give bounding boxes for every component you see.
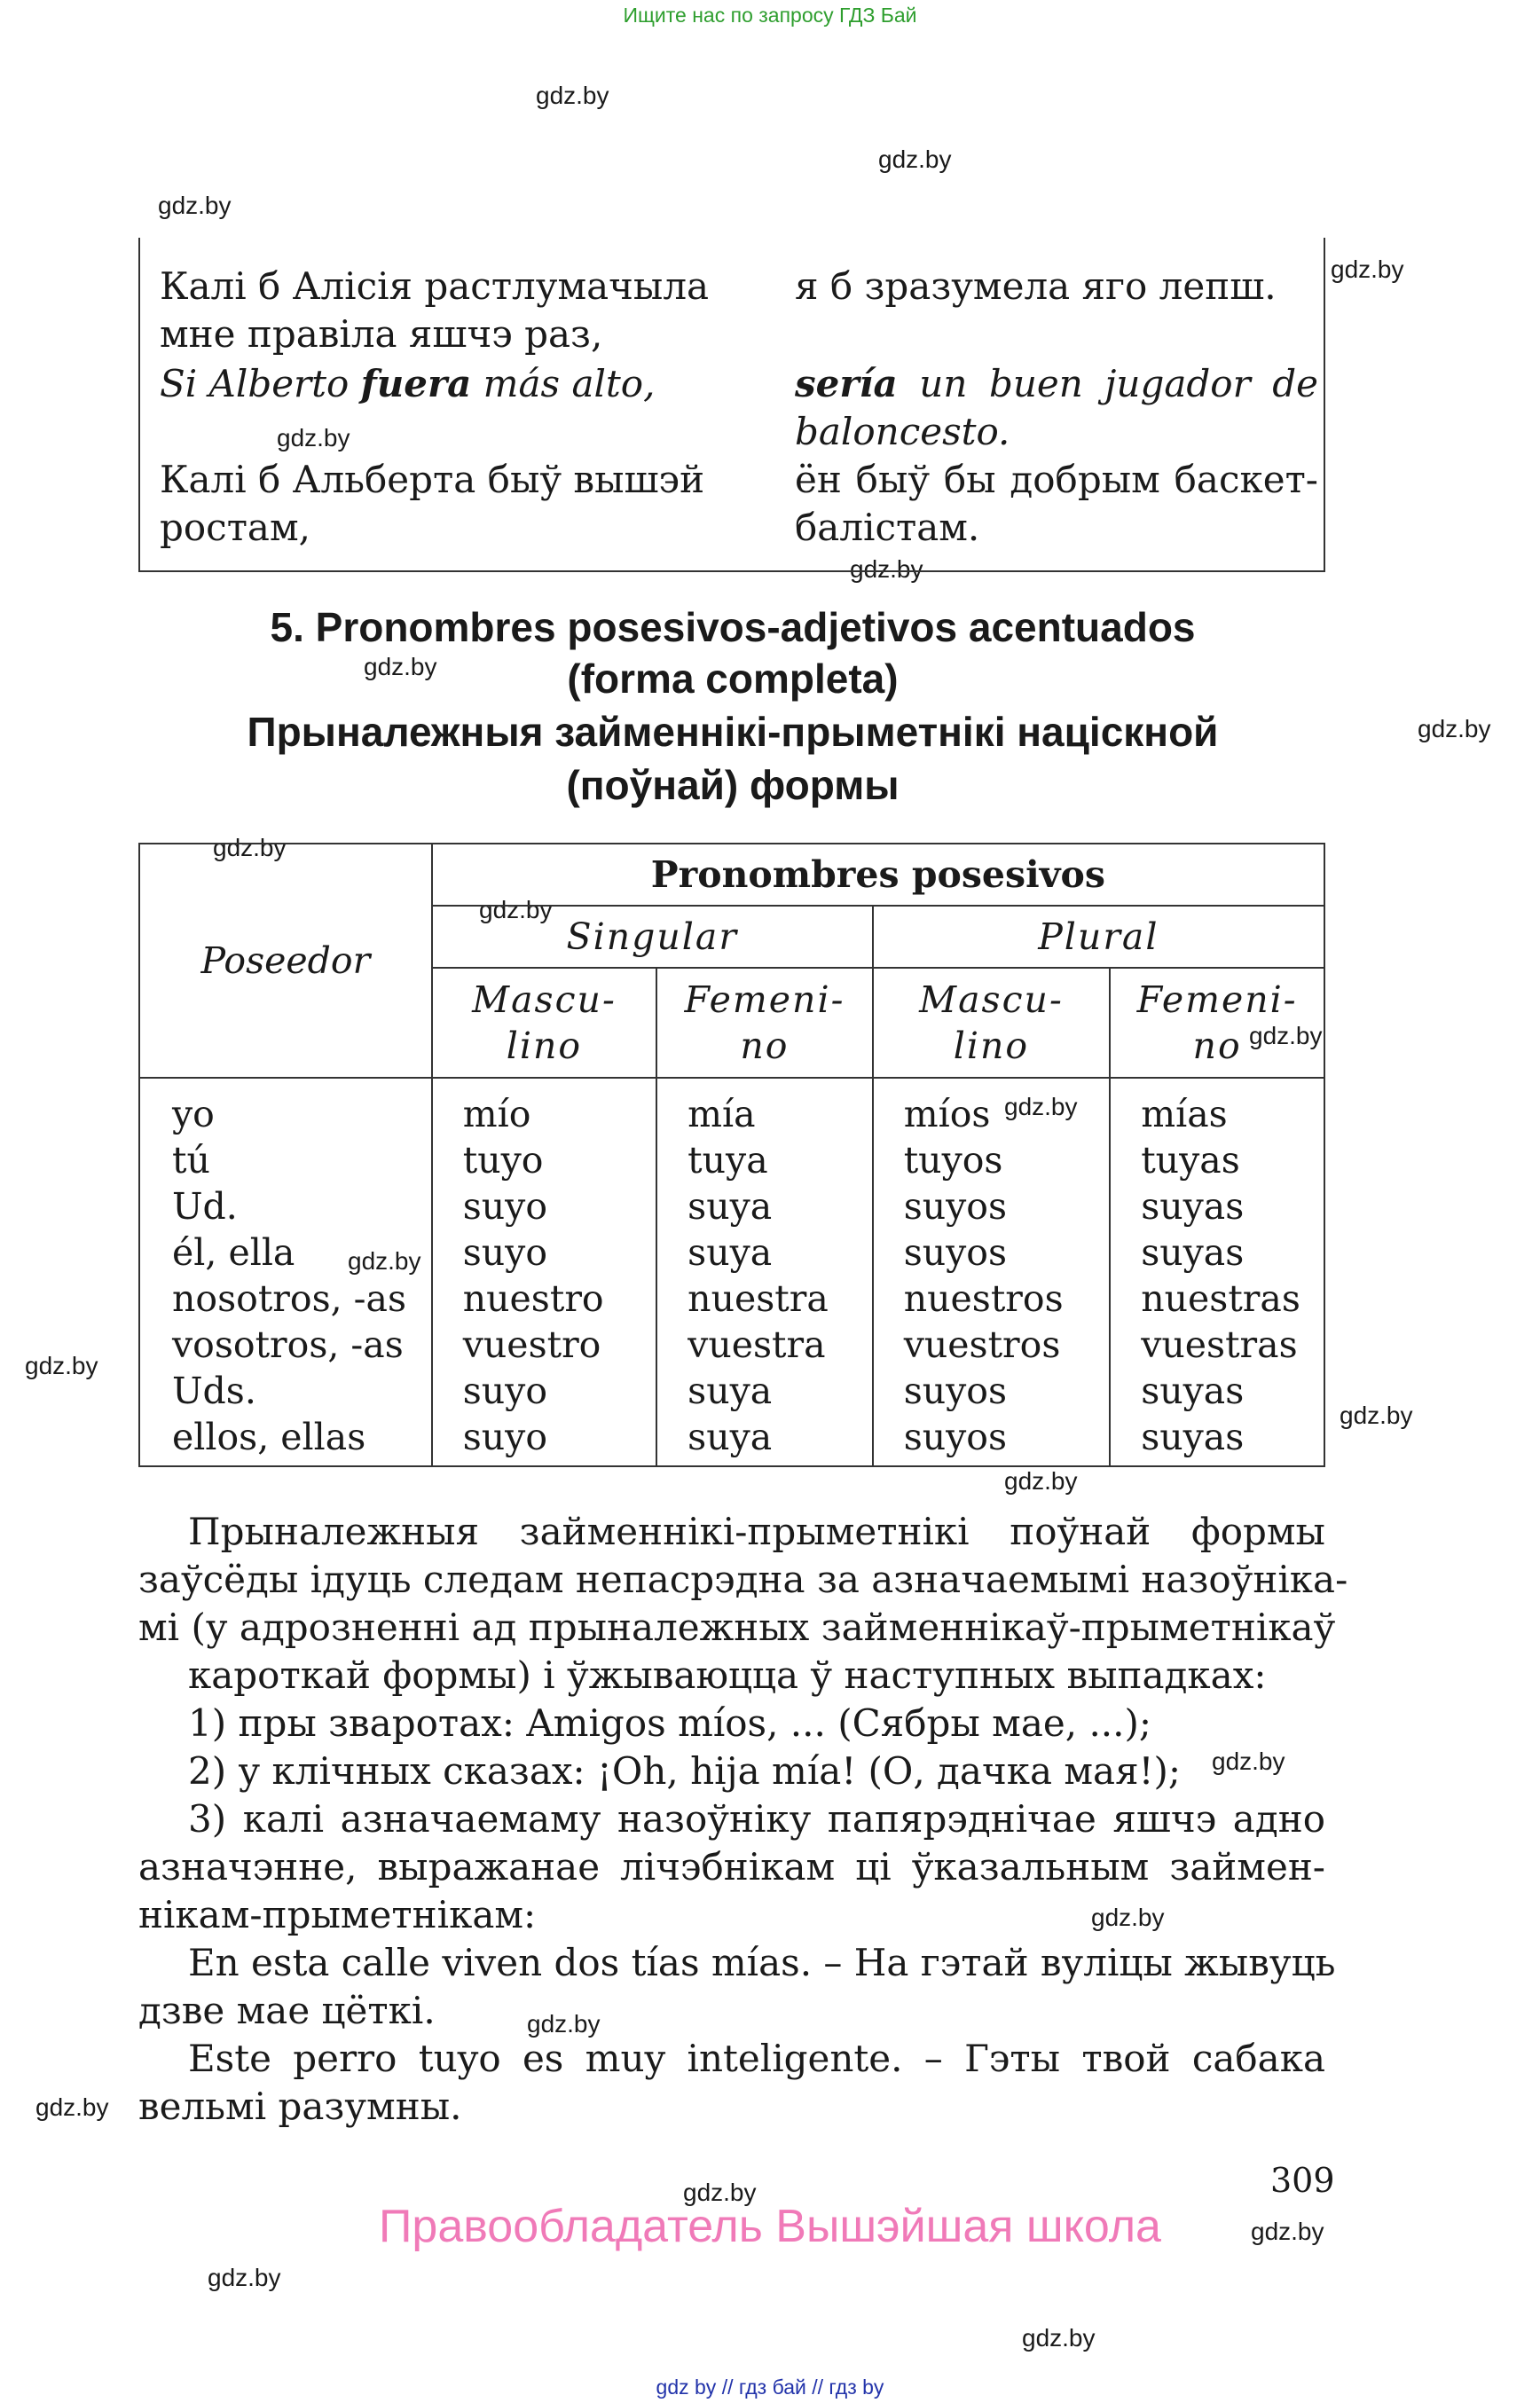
table-cell: tuya bbox=[688, 1139, 768, 1182]
bottom-links[interactable]: gdz by // гдз бай // гдз by bbox=[656, 2376, 884, 2399]
watermark: gdz.by bbox=[348, 1247, 421, 1275]
table-cell: mías bbox=[1141, 1093, 1228, 1135]
text-line: заўсёды ідуць следам непасрэдна за азначаемымі назоўніка- bbox=[138, 1558, 1348, 1601]
singular-header: Singular bbox=[432, 906, 873, 968]
table-cell: vuestros bbox=[903, 1323, 1061, 1366]
text-line: Прыналежныя займеннікі-прыметнікі поўнай формы bbox=[188, 1510, 1325, 1553]
table-cell: nuestro bbox=[462, 1277, 604, 1320]
section-title-es: (forma completa) bbox=[567, 656, 899, 702]
watermark: gdz.by bbox=[878, 145, 952, 173]
example-text: балістам. bbox=[795, 506, 980, 549]
list-item: 2) у клічных сказах: ¡Oh, hija mía! (О, дачка мая!); bbox=[188, 1749, 1181, 1793]
table-cell: suyas bbox=[1141, 1416, 1245, 1458]
singular-femenino-column bbox=[656, 1078, 873, 1466]
table-cell: suyas bbox=[1141, 1231, 1245, 1274]
table-cell: vuestra bbox=[688, 1323, 826, 1366]
table-cell: suyo bbox=[462, 1416, 548, 1458]
copyright-holder: Правообладатель Вышэйшая школа bbox=[379, 2201, 1161, 2252]
watermark: gdz.by bbox=[1004, 1093, 1078, 1120]
watermark: gdz.by bbox=[1340, 1402, 1413, 1429]
table-cell: tuyo bbox=[462, 1139, 544, 1182]
table-cell: tú bbox=[172, 1139, 210, 1182]
text-line: азначэнне, выражанае лічэбнікам ці ўказальным займен- bbox=[138, 1845, 1325, 1889]
watermark: gdz.by bbox=[364, 653, 437, 680]
section-title-es: 5. Pronombres posesivos-adjetivos acentuados bbox=[270, 604, 1196, 650]
poseedor-header: Poseedor bbox=[139, 844, 432, 1078]
table-cell: suyas bbox=[1141, 1370, 1245, 1412]
watermark: gdz.by bbox=[683, 2179, 757, 2206]
table-cell: suya bbox=[688, 1416, 773, 1458]
watermark: gdz.by bbox=[1091, 1904, 1165, 1931]
table-cell: suyos bbox=[903, 1231, 1008, 1274]
table-cell: suyo bbox=[462, 1185, 548, 1228]
table-cell: tuyas bbox=[1141, 1139, 1240, 1182]
watermark: gdz.by bbox=[1331, 255, 1404, 283]
top-banner: Ищите нас по запросу ГДЗ Бай bbox=[623, 4, 917, 27]
table-cell: suya bbox=[688, 1370, 773, 1412]
table-cell: suyos bbox=[903, 1370, 1008, 1412]
text-line: кароткай формы) і ўжываюцца ў наступных выпадках: bbox=[188, 1653, 1267, 1697]
table-cell: mía bbox=[688, 1093, 756, 1135]
example-text: sería un buen jugador de bbox=[795, 362, 1318, 405]
table-cell: nuestra bbox=[688, 1277, 829, 1320]
table-cell: mío bbox=[462, 1093, 531, 1135]
watermark: gdz.by bbox=[277, 424, 350, 452]
table-cell: suya bbox=[688, 1185, 773, 1228]
table-cell: Ud. bbox=[172, 1185, 238, 1228]
possessive-table bbox=[138, 843, 1325, 1467]
table-cell: vuestro bbox=[462, 1323, 601, 1366]
watermark: gdz.by bbox=[527, 2010, 601, 2038]
masculino-header: Mascu- lino bbox=[873, 968, 1111, 1078]
table-cell: yo bbox=[172, 1093, 215, 1135]
table-cell: suyos bbox=[903, 1185, 1008, 1228]
table-cell: suyos bbox=[903, 1416, 1008, 1458]
table-cell: vosotros, -as bbox=[172, 1323, 404, 1366]
watermark: gdz.by bbox=[1249, 1022, 1323, 1049]
masculino-header: Mascu- lino bbox=[432, 968, 656, 1078]
watermark: gdz.by bbox=[1022, 2324, 1096, 2352]
example-sentence: En esta calle viven dos tías mías. – На гэтай вуліцы жывуць bbox=[188, 1941, 1336, 1984]
list-item: 1) пры зваротах: Amigos míos, ... (Сябры мае, ...); bbox=[188, 1701, 1152, 1745]
text-line: мі (у адрозненні ад прыналежных займеннікаў-прыметнікаў bbox=[138, 1606, 1336, 1649]
watermark: gdz.by bbox=[1004, 1467, 1078, 1495]
watermark: gdz.by bbox=[536, 82, 609, 109]
section-title-be: Прыналежныя займеннікі-прыметнікі націскной bbox=[247, 709, 1219, 755]
table-cell: míos bbox=[903, 1093, 991, 1135]
table-cell: él, ella bbox=[172, 1231, 295, 1274]
watermark: gdz.by bbox=[1418, 715, 1491, 742]
femenino-header: Femeni- no bbox=[656, 968, 873, 1078]
watermark: gdz.by bbox=[213, 834, 287, 861]
table-cell: nuestros bbox=[903, 1277, 1064, 1320]
table-cell: Uds. bbox=[172, 1370, 256, 1412]
watermark: gdz.by bbox=[850, 555, 923, 583]
watermark: gdz.by bbox=[35, 2093, 109, 2121]
table-cell: vuestras bbox=[1141, 1323, 1298, 1366]
example-text: ростам, bbox=[160, 506, 310, 549]
example-text: Si Alberto fuera más alto, bbox=[160, 362, 656, 405]
example-text: я б зразумела яго лепш. bbox=[795, 264, 1277, 308]
example-text: ён быў бы добрым баскет- bbox=[795, 458, 1318, 501]
example-text: baloncesto. bbox=[795, 410, 1010, 453]
watermark: gdz.by bbox=[208, 2264, 281, 2291]
watermark: gdz.by bbox=[1251, 2218, 1324, 2245]
text-line: вельмі разумны. bbox=[138, 2085, 462, 2128]
femenino-header: Femeni- no bbox=[1110, 968, 1324, 1078]
table-cell: suyo bbox=[462, 1231, 548, 1274]
table-cell: suyo bbox=[462, 1370, 548, 1412]
list-item: 3) калі азначаемаму назоўніку папярэднічае яшчэ адно bbox=[188, 1797, 1325, 1841]
plural-header: Plural bbox=[873, 906, 1324, 968]
section-title-be: (поўнай) формы bbox=[566, 762, 900, 808]
watermark: gdz.by bbox=[25, 1352, 98, 1379]
example-text: мне правіла яшчэ раз, bbox=[160, 312, 603, 356]
page-number: 309 bbox=[1270, 2161, 1335, 2200]
table-cell: ellos, ellas bbox=[172, 1416, 366, 1458]
singular-masculino-column bbox=[432, 1078, 656, 1466]
pronombres-header: Pronombres posesivos bbox=[432, 844, 1324, 906]
example-sentence: Este perro tuyo es muy inteligente. – Гэты твой сабака bbox=[188, 2037, 1325, 2080]
watermark: gdz.by bbox=[158, 192, 232, 219]
plural-femenino-column bbox=[1110, 1078, 1324, 1466]
table-cell: suyas bbox=[1141, 1185, 1245, 1228]
table-cell: tuyos bbox=[903, 1139, 1003, 1182]
text-line: дзве мае цёткі. bbox=[138, 1989, 436, 2032]
table-cell: nosotros, -as bbox=[172, 1277, 407, 1320]
table-cell: nuestras bbox=[1141, 1277, 1300, 1320]
poseedor-column bbox=[139, 1078, 432, 1466]
text-line: нікам-прыметнікам: bbox=[138, 1893, 537, 1936]
watermark: gdz.by bbox=[1212, 1747, 1285, 1775]
plural-masculino-column bbox=[873, 1078, 1111, 1466]
watermark: gdz.by bbox=[479, 896, 553, 923]
table-cell: suya bbox=[688, 1231, 773, 1274]
body-text bbox=[138, 1508, 1348, 2131]
example-text: Калі б Алісія растлумачыла bbox=[160, 264, 710, 308]
example-text: Калі б Альберта быў вышэй bbox=[160, 458, 705, 501]
